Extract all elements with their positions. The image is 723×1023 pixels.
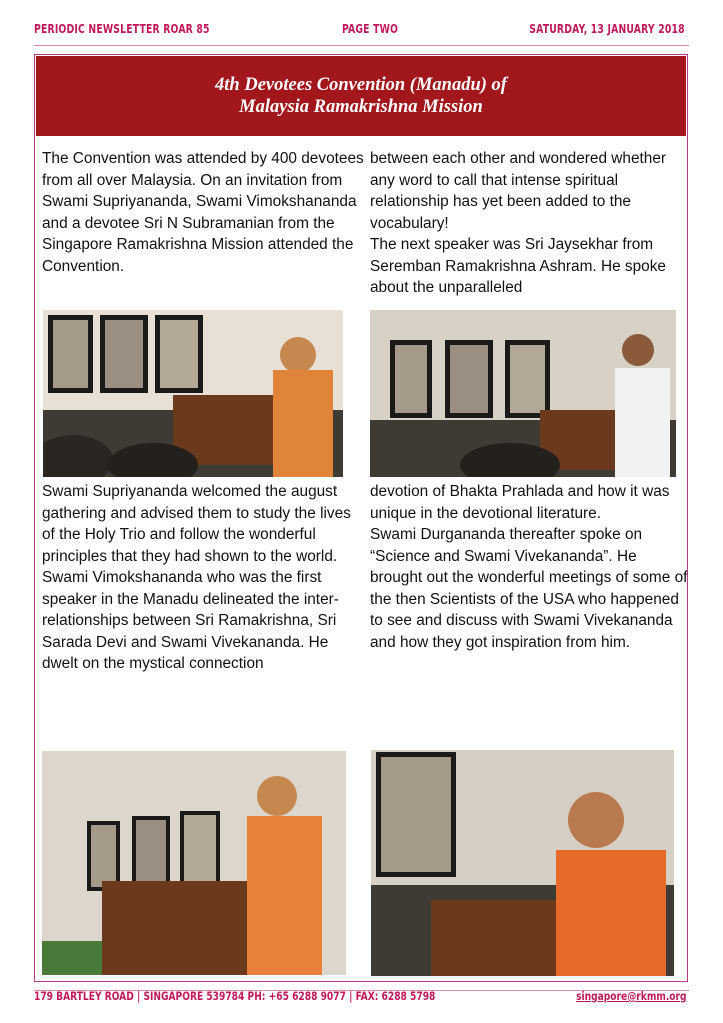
photo-swami-speaking-2 xyxy=(42,751,346,975)
right-column-top-text xyxy=(370,148,692,299)
left-column-top-text xyxy=(42,148,364,277)
paragraph: Swami Durgananda thereafter spoke on “Science and Swami Vivekananda”. He brought out the wonderful meetings of some of the then Scientists of the USA who happened to see and discuss with Swami Vivekananda and how they got inspiration from him. xyxy=(370,526,688,651)
paragraph: The next speaker was Sri Jaysekhar from Seremban Ramakrishna Ashram. He spoke about the unparalleled xyxy=(370,236,666,296)
page-number-label: PAGE TWO xyxy=(342,22,399,36)
article-title-line-1: 4th Devotees Convention (Manadu) of xyxy=(215,75,507,95)
paragraph: between each other and wondered whether any word to call that intense spiritual relationship has yet been added to the vocabulary! xyxy=(370,150,667,232)
paragraph: Swami Supriyananda welcomed the august gathering and advised them to study the lives of the Holy Trio and follow the wonderful principles that they had shown to the world. Swami Vimokshananda who was the first speaker in the Manadu delineated the inter-relationships between Sri Ramakrishna, Sri Sarada Devi and Swami Vivekananda. He dwelt on the mystical connection xyxy=(42,483,351,672)
photo-swami-speaking-1 xyxy=(43,310,343,477)
paragraph: devotion of Bhakta Prahlada and how it was unique in the devotional literature. xyxy=(370,483,670,522)
issue-date-label: SATURDAY, 13 JANUARY 2018 xyxy=(529,22,685,36)
article-title-banner xyxy=(36,56,686,136)
article-title-line-2: Malaysia Ramakrishna Mission xyxy=(239,97,483,117)
left-column-mid-text xyxy=(42,481,364,675)
paragraph: The Convention was attended by 400 devotees from all over Malaysia. On an invitation from Swami Supriyananda, Swami Vimokshananda and a devotee Sri N Subramanian from the Singapore Ramakrishna Mission attended the Convention. xyxy=(42,150,364,275)
newsletter-issue-label: PERIODIC NEWSLETTER ROAR 85 xyxy=(34,22,210,36)
right-column-mid-text xyxy=(370,481,692,653)
footer-address: 179 BARTLEY ROAD | SINGAPORE 539784 PH: +65 6288 9077 | FAX: 6288 5798 xyxy=(34,989,436,1003)
footer-email-link[interactable]: singapore@rkmm.org xyxy=(576,989,687,1003)
photo-jaysekhar-speaking xyxy=(370,310,676,477)
photo-durgananda-speaking xyxy=(371,750,674,976)
header-divider xyxy=(34,45,689,46)
